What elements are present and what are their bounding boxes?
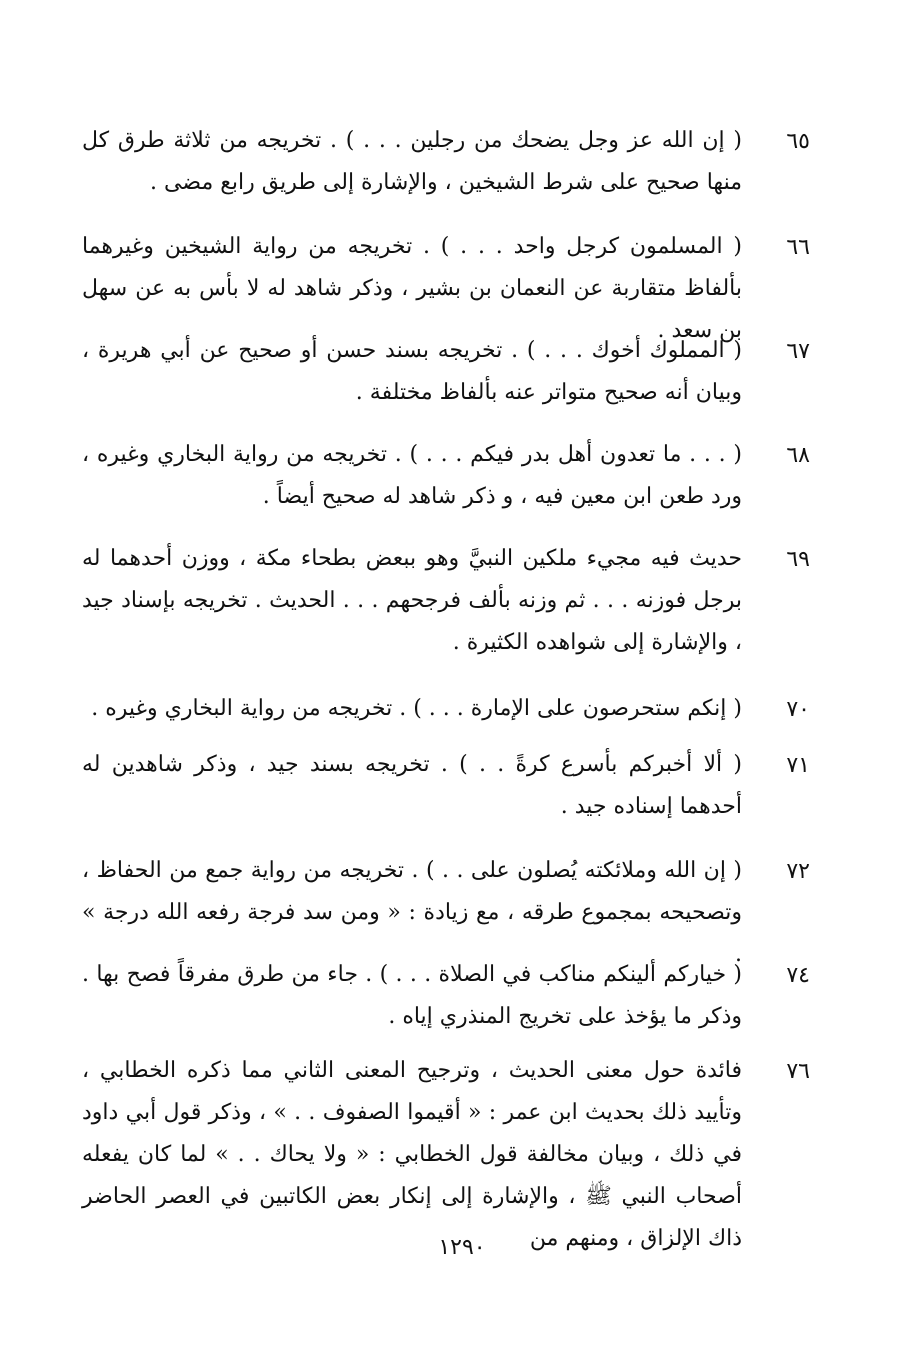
page-number: ١٢٩٠	[438, 1235, 486, 1260]
entry-text: ( . . . ما تعدون أهل بدر فيكم . . . ) . تخريجه من رواية البخاري وغيره ، ورد طعن ابن معين فيه ، و ذكر شاهد له صحيح أيضاً .	[82, 442, 742, 509]
entry-number: ٧٦	[786, 1059, 810, 1084]
entry-text: ( إنكم ستحرصون على الإمارة . . . ) . تخريجه من رواية البخاري وغيره .	[91, 696, 742, 721]
entry-number: ٧١	[786, 753, 810, 778]
entry-text: فائدة حول معنى الحديث ، وترجيح المعنى الثاني مما ذكره الخطابي ، وتأييد ذلك بحديث ابن عمر : « أقيموا الصفوف . . » ، وذكر قول أبي داود في ذلك ، وبيان مخالفة قول الخطابي : « ولا يحاك . . » لما كان يفعله أصحاب النبي ﷺ ، والإشارة إلى إنكار بعض الكاتبين في العصر الحاضر ذاك الإلزاق ، ومنهم من	[82, 1058, 742, 1251]
entry-text: ( ألا أخبركم بأسرع كرةً . . ) . تخريجه بسند جيد ، وذكر شاهدين له أحدهما إسناده جيد .	[82, 752, 743, 819]
entry-number: ٦٦	[786, 235, 810, 260]
entry-text: ( إن الله عز وجل يضحك من رجلين . . . ) . تخريجه من ثلاثة طرق كل منها صحيح على شرط الشيخين ، والإشارة إلى طريق رابع مضى .	[82, 128, 742, 195]
entry-number: ٧٤	[786, 963, 810, 988]
entry-text: ( المسلمون كرجل واحد . . . ) . تخريجه من رواية الشيخين وغيرهما بألفاظ متقاربة عن النعمان بن بشير ، وذكر شاهد له لا بأس به عن سهل بن سعد .	[82, 234, 742, 343]
entry-text: ( خياركم ألينكم مناكب في الصلاة . . . ) . جاء من طرق مفرقاً فصح بها . وذكر ما يؤخذ على تخريج المنذري إياه .	[82, 962, 742, 1029]
entry-number: ٦٧	[786, 339, 810, 364]
entry-text: حديث فيه مجيء ملكين النبيَّ وهو ببعض بطحاء مكة ، ووزن أحدهما له برجل فوزنه . . . ثم وزنه بألف فرجحهم . . . الحديث . تخريجه بإسناد جيد ، والإشارة إلى شواهده الكثيرة .	[82, 546, 742, 655]
entry-number: ٧٢	[786, 859, 810, 884]
entry-number: ٦٩	[786, 547, 810, 572]
entry-number: ٧٠	[786, 697, 810, 722]
entry-number: ٦٨	[786, 443, 810, 468]
entry-text: ( إن الله وملائكته يُصلون على . . ) . تخريجه من رواية جمع من الحفاظ ، وتصحيحه بمجموع طرقه ، مع زيادة : « ومن سد فرجة رفعه الله درجة » .	[82, 858, 742, 967]
entry-text: ( المملوك أخوك . . . ) . تخريجه بسند حسن أو صحيح عن أبي هريرة ، وبيان أنه صحيح متواتر عنه بألفاظ مختلفة .	[82, 338, 742, 405]
entry-number: ٦٥	[786, 129, 810, 154]
